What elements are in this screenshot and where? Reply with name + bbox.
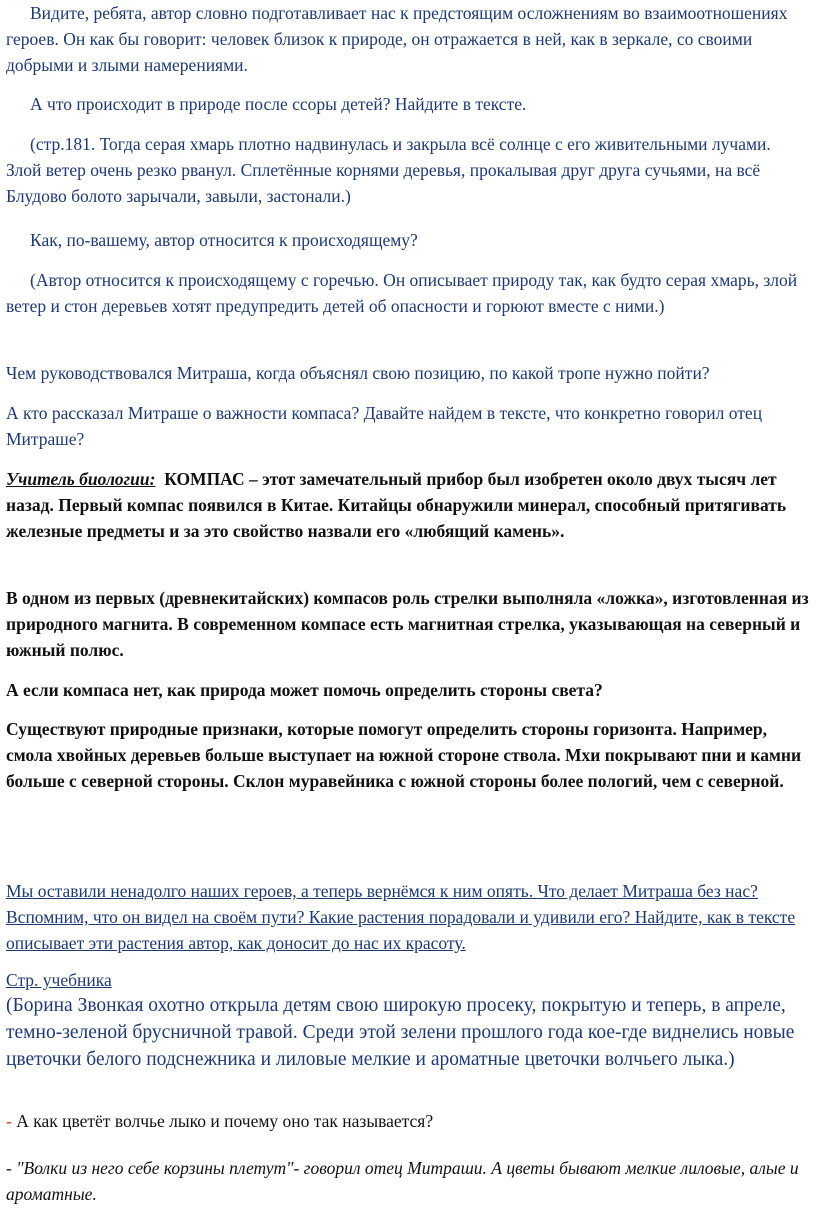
paragraph-quote-clearing: (Борина Звонкая охотно открыла детям свою широкую просеку, покрытую и теперь, в апреле, темно-зеленой брусничной травой. Среди этой зелени прошлого года кое-где виднелись новые цветочки белого подснежника и лиловые мелкие и ароматные цветочки волчьего лыка.) [6, 995, 795, 1070]
red-dash: - [6, 1111, 12, 1131]
paragraph-question-no-compass: А если компаса нет, как природа может помочь определить стороны света? [6, 680, 603, 700]
paragraph-question-nature: А что происходит в природе после ссоры детей? Найдите в тексте. [30, 94, 527, 114]
compass-history-text: КОМПАС – этот замечательный прибор был изобретен около двух тысяч лет назад. Первый компас появился в Китае. Китайцы обнаружили минерал, способный притягивать железные предметы и за это свойство назвали его «любящий камень». [6, 469, 787, 541]
paragraph-question-author: Как, по-вашему, автор относится к происходящему? [30, 230, 418, 250]
paragraph-return-to-heroes: Мы оставили ненадолго наших героев, а теперь вернёмся к ним опять. Что делает Митраша без нас? Вспомним, что он видел на своём пути? Какие растения порадовали и удивили его? Найдите, как в тексте описывает эти растения автор, как доносит до нас их красоту. [6, 881, 796, 953]
paragraph-ancient-compass: В одном из первых (древнекитайских) компасов роль стрелки выполняла «ложка», изготовленная из природного магнита. В современном компасе есть магнитная стрелка, указывающая на северный и южный полюс. [6, 588, 809, 660]
paragraph-answer-author: (Автор относится к происходящему с горечью. Он описывает природу так, как будто серая хмарь, злой ветер и стон деревьев хотят предупредить детей об опасности и горюют вместе с ними.) [6, 270, 798, 316]
paragraph-quote-storm: (стр.181. Тогда серая хмарь плотно надвинулась и закрыла всё солнце с его живительными лучами. Злой ветер очень резко рванул. Сплетённые корнями деревья, прокалывая друг друга сучьями, на всё Блудово болото зарычали, завыли, застонали.) [6, 134, 771, 206]
wolf-bast-question-text: А как цветёт волчье лыко и почему оно так называется? [11, 1111, 434, 1131]
paragraph-biology-teacher [6, 466, 810, 544]
paragraph-question-mitrasha: Чем руководствовался Митраша, когда объяснял свою позицию, по какой тропе нужно пойти? [6, 363, 710, 383]
paragraph-intro: Видите, ребята, автор словно подготавливает нас к предстоящим осложнениям во взаимоотношениях героев. Он как бы говорит: человек близок к природе, он отражается в ней, как в зеркале, со своими добрыми и злыми намерениями. [6, 3, 788, 75]
textbook-page-link: Стр. учебника [6, 970, 112, 990]
paragraph-father-quote: - "Волки из него себе корзины плетут"- говорил отец Митраши. А цветы бывают мелкие лиловые, алые и ароматные. [6, 1158, 799, 1204]
paragraph-question-wolf-bast [6, 1108, 810, 1134]
speaker-label: Учитель биологии: [6, 469, 156, 489]
paragraph-natural-signs: Существуют природные признаки, которые помогут определить стороны горизонта. Например, смола хвойных деревьев больше выступает на южной стороне ствола. Мхи покрывают пни и камни больше с северной стороны. Склон муравейника с южной стороны более пологий, чем с северной. [6, 719, 802, 791]
paragraph-question-compass: А кто рассказал Митраше о важности компаса? Давайте найдем в тексте, что конкретно говорил отец Митраше? [6, 403, 763, 449]
